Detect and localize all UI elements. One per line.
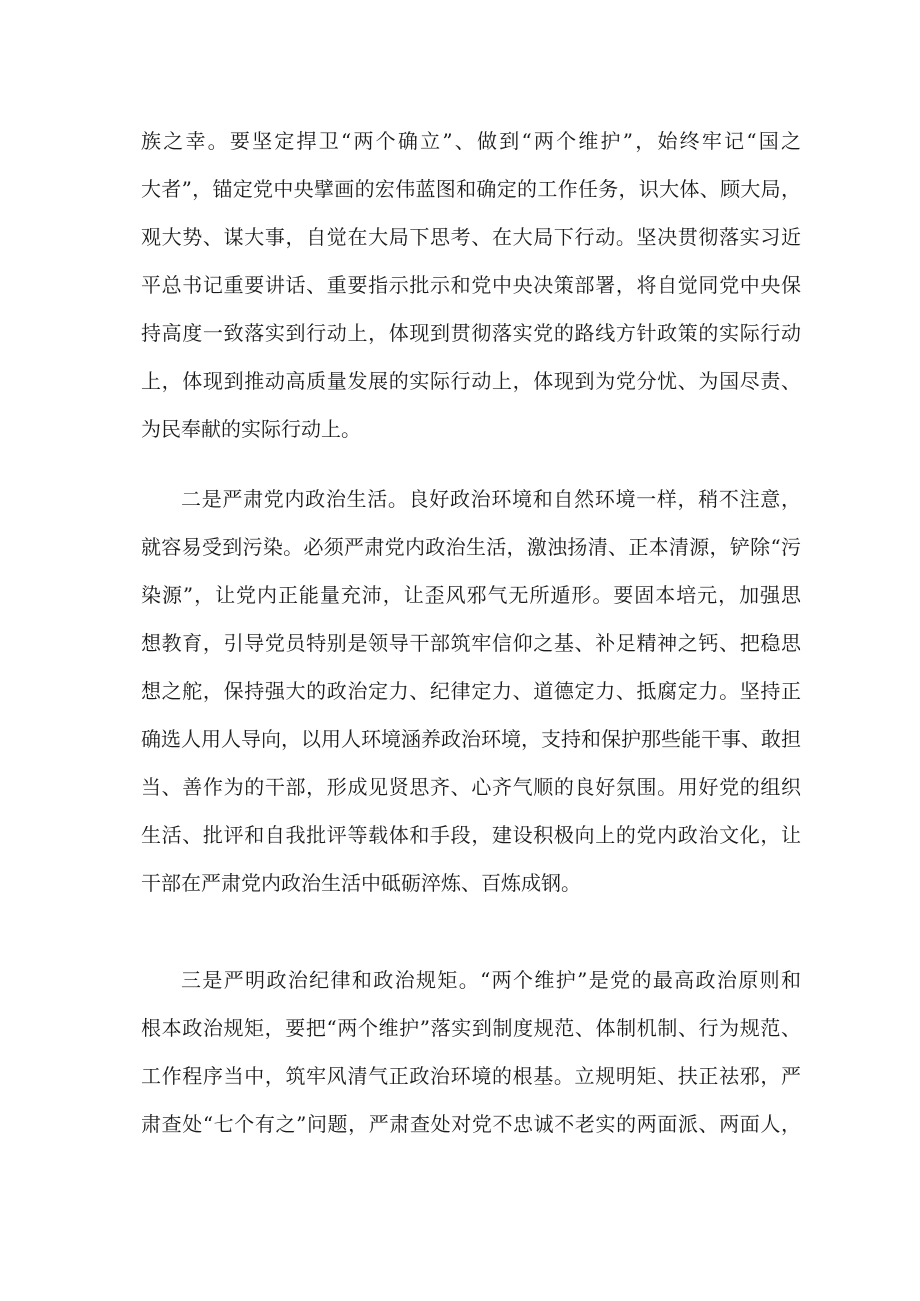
text-line: 生活、批评和自我批评等载体和手段，建设积极向上的党内政治文化，让 bbox=[141, 823, 801, 847]
text-line: 想教育，引导党员特别是领导干部筑牢信仰之基、补足精神之钙、把稳思 bbox=[141, 631, 801, 655]
text-line: 持高度一致落实到行动上，体现到贯彻落实党的路线方针政策的实际行动 bbox=[141, 321, 801, 345]
text-line: 根本政治规矩，要把“两个维护”落实到制度规范、体制机制、行为规范、 bbox=[141, 1016, 801, 1040]
text-line: 为民奉献的实际行动上。 bbox=[141, 417, 361, 441]
text-line: 观大势、谋大事，自觉在大局下思考、在大局下行动。坚决贯彻落实习近 bbox=[141, 225, 801, 249]
text-line: 平总书记重要讲话、重要指示批示和党中央决策部署，将自觉同党中央保 bbox=[141, 273, 801, 297]
text-line: 上，体现到推动高质量发展的实际行动上，体现到为党分忧、为国尽责、 bbox=[141, 369, 801, 393]
text-line: 族之幸。要坚定捍卫“两个确立”、做到“两个维护”，始终牢记“国之 bbox=[141, 129, 801, 153]
text-line: 当、善作为的干部，形成见贤思齐、心齐气顺的良好氛围。用好党的组织 bbox=[141, 775, 801, 799]
text-line: 染源”，让党内正能量充沛，让歪风邪气无所遁形。要固本培元，加强思 bbox=[141, 583, 801, 607]
text-line: 二是严肃党内政治生活。良好政治环境和自然环境一样，稍不注意， bbox=[181, 487, 801, 511]
text-line: 想之舵，保持强大的政治定力、纪律定力、道德定力、抵腐定力。坚持正 bbox=[141, 679, 801, 703]
text-line: 三是严明政治纪律和政治规矩。“两个维护”是党的最高政治原则和 bbox=[181, 968, 801, 992]
text-line: 就容易受到污染。必须严肃党内政治生活，激浊扬清、正本清源，铲除“污 bbox=[141, 535, 801, 559]
text-line: 工作程序当中，筑牢风清气正政治环境的根基。立规明矩、扶正祛邪，严 bbox=[141, 1064, 801, 1088]
text-line: 干部在严肃党内政治生活中砥砺淬炼、百炼成钢。 bbox=[141, 871, 581, 895]
text-line: 大者”，锚定党中央擘画的宏伟蓝图和确定的工作任务，识大体、顾大局， bbox=[141, 177, 801, 201]
text-line: 确选人用人导向，以用人环境涵养政治环境，支持和保护那些能干事、敢担 bbox=[141, 727, 801, 751]
text-line: 肃查处“七个有之”问题，严肃查处对党不忠诚不老实的两面派、两面人， bbox=[141, 1112, 801, 1136]
